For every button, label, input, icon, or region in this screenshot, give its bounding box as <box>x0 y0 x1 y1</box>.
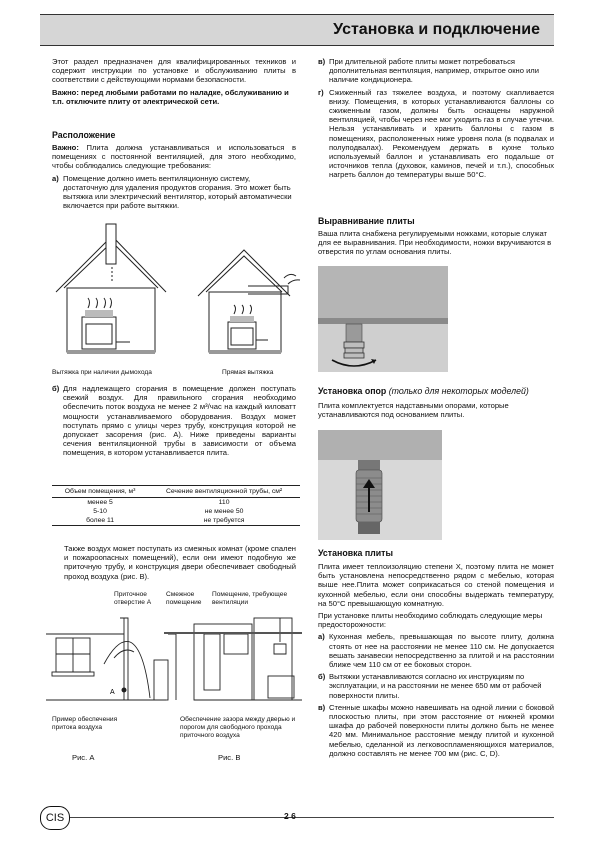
item-b-marker: б) <box>52 384 60 393</box>
region-badge: CIS <box>40 806 70 830</box>
table-cell: не менее 50 <box>204 508 244 515</box>
table-row <box>52 507 300 516</box>
intro-paragraph: Этот раздел предназначен для квалифицированных техников и содержит инструкции по установке и обслуживанию плиты в соответствии с действующими нормами безопасности. <box>52 57 296 85</box>
item-a-text: Помещение должно иметь вентиляционную систему, достаточную для удаления продуктов сгорания. Это может быть вытяжка или электрический вентилятор, который автоматически включается при работе вытяжки. <box>63 173 292 211</box>
right-top <box>318 57 554 180</box>
heading-location: Расположение <box>52 130 116 140</box>
heading-install: Установка плиты <box>318 548 393 558</box>
table-header-section: Сечение вентиляционной трубы, см² <box>148 486 300 498</box>
fig2-caption: Прямая вытяжка <box>222 369 274 376</box>
label-inlet: Приточное отверстие А <box>114 591 152 606</box>
supports-paragraph: Плита комплектуется надставными опорами, которые устанавливаются под основанием плиты. <box>318 401 509 420</box>
item-v-marker: в) <box>318 57 326 66</box>
air-paragraph: Также воздух может поступать из смежных комнат (кроме спален и пожароопасных помещений), если они имеют подобную же приточную трубу, и конструкция двери обеспечивает свободный проход воздуха (рис. В). <box>64 544 296 581</box>
location-lead: Важно: <box>52 143 79 152</box>
item-b-text: Для надлежащего сгорания в помещение должен поступать свежий воздух. Для правильного сгорания необходимо обеспечить поток воздуха не менее 2 м³/час на каждый киловатт мощности устанавливаемого оборудования. Воздух может поступать прямо с улицы через трубу, конструкция которой не допускает засорения (рис. А). Ниже приведены варианты сечения вентиляционной трубы в зависимости от объема помещения, в котором устанавливается плита. <box>63 384 296 458</box>
item-a <box>52 174 296 211</box>
install-paragraph-2: При установке плиты необходимо соблюдать следующие меры предосторожности: <box>318 611 543 630</box>
level-paragraph: Ваша плита снабжена регулируемыми ножками, которые служат для ее выравнивания. При необходимости, ножки вкручиваются в отверстия по углам основания плиты. <box>318 229 552 257</box>
item-g <box>318 88 554 180</box>
support-foot-figure <box>318 430 442 540</box>
ventilation-table-wrap <box>52 485 300 526</box>
install-item-v <box>318 703 554 758</box>
air-inlet-figure <box>44 614 302 710</box>
heading-supports-title: Установка опор <box>318 386 387 396</box>
footer-rule <box>70 817 554 818</box>
supports-paragraph-wrap <box>318 401 554 422</box>
level-paragraph-wrap <box>318 229 554 260</box>
table-row <box>52 516 300 526</box>
install-item-a <box>318 632 554 669</box>
install-item-v-text: Стенные шкафы можно навешивать на одной линии с боковой плоскостью плиты, при этом расстояние от нижней кромки шкафа до рабочей поверхности плиты должно быть не менее 420 мм. Минимальное расстояние между плитой и кухонной мебелью, сделанной из легковоспламеняющихся материалов, должно составлять не менее 700 мм (рис. С, D). <box>329 702 554 758</box>
table-cell: менее 5 <box>87 499 113 506</box>
label-gap: Обеспечение зазора между дверью и порогом для свободного прохода приточного воздуха <box>180 716 296 739</box>
fig1-caption: Вытяжка при наличии дымохода <box>52 369 152 376</box>
page-number: 2 6 <box>284 811 296 821</box>
left-text-top <box>52 57 296 109</box>
table-cell: 110 <box>218 499 230 506</box>
install-item-b <box>318 672 554 700</box>
install-item-v-marker: в) <box>318 702 326 712</box>
install-item-a-text: Кухонная мебель, превышающая по высоте плиту, должна стоять от нее на расстоянии не менее 110 см. Не допускается вешать занавески непосредственно за плитой и на расстоянии ближе чем 110 см от ее боковых сторон. <box>329 632 554 670</box>
label-room-vent: Помещение, требующее вентиляции <box>212 591 288 606</box>
label-example: Пример обеспечения притока воздуха <box>52 716 118 731</box>
item-v <box>318 57 554 85</box>
heading-level: Выравнивание плиты <box>318 216 415 226</box>
heading-supports <box>318 386 529 397</box>
install-block <box>318 562 554 758</box>
leveling-foot-figure <box>318 266 448 372</box>
heading-supports-note: (только для некоторых моделей) <box>388 386 529 396</box>
item-v-text: При длительной работе плиты может потребоваться дополнительная вентиляция, например, открытое окно или наличие кондиционера. <box>329 57 539 85</box>
fig-b-caption: Рис. В <box>218 753 241 762</box>
install-item-b-text: Вытяжки устанавливаются согласно их инструкциям по эксплуатации, и на расстоянии не менее 650 мм от рабочей поверхности плиты. <box>329 672 542 700</box>
air-paragraph-wrap <box>64 544 296 584</box>
item-g-marker: г) <box>318 87 324 97</box>
table-header-volume: Объем помещения, м³ <box>52 486 148 498</box>
ventilation-table <box>52 485 300 526</box>
install-item-b-marker: б) <box>318 672 326 682</box>
item-g-text: Сжиженный газ тяжелее воздуха, и поэтому скапливается внизу. Помещения, в которых устанавливаются баллоны со сжиженным газом, должны быть оснащены наружной вентиляцией, чтобы через нее мог уходить газ в случае утечки. Нельзя устанавливать и хранить баллоны с газом в помещениях, расположенных ниже уровня пола (в подвалах и полуподвалах). Рекомендуем держать в кухне только используемый баллон и устанавливать его подальше от источников тепла (духовок, каминов, печей и т.п.), способных нагреть баллон до температуры выше 50°С. <box>329 87 554 180</box>
table-cell: не требуется <box>203 517 245 524</box>
location-text: Плита должна устанавливаться и использоваться в помещениях с постоянной вентиляцией, для этого необходимо, чтобы соблюдались следующие требования: <box>52 143 296 171</box>
label-adjacent: Смежное помещение <box>166 591 202 606</box>
install-item-a-marker: а) <box>318 632 325 642</box>
page-header <box>40 14 554 46</box>
item-a-marker: а) <box>52 173 59 183</box>
fig-a-caption: Рис. А <box>72 753 95 762</box>
location-block <box>52 143 296 210</box>
table-cell: более 11 <box>86 517 115 524</box>
install-paragraph-1: Плита имеет теплоизоляцию степени X, поэтому плита не может быть установлена непосредственно рядом с мебелью, которая выше нее.Плита может соприкасаться со стеной помещения и кухонной мебелью, если они способны выдержать температуру, на 50°С превышающую комнатную. <box>318 562 554 608</box>
table-header-row <box>52 486 300 498</box>
item-b <box>52 384 296 458</box>
warning-paragraph: Важно: перед любыми работами по наладке, обслуживанию и т.п. отключите плиту от электрической сети. <box>52 87 289 106</box>
house-extractor-figure <box>196 240 302 362</box>
page-title: Установка и подключение <box>333 21 540 38</box>
table-cell: 5-10 <box>93 508 107 515</box>
table-row <box>52 498 300 508</box>
house-chimney-figure <box>52 222 170 362</box>
location-paragraph <box>52 143 296 171</box>
marker-a: A <box>110 689 115 696</box>
